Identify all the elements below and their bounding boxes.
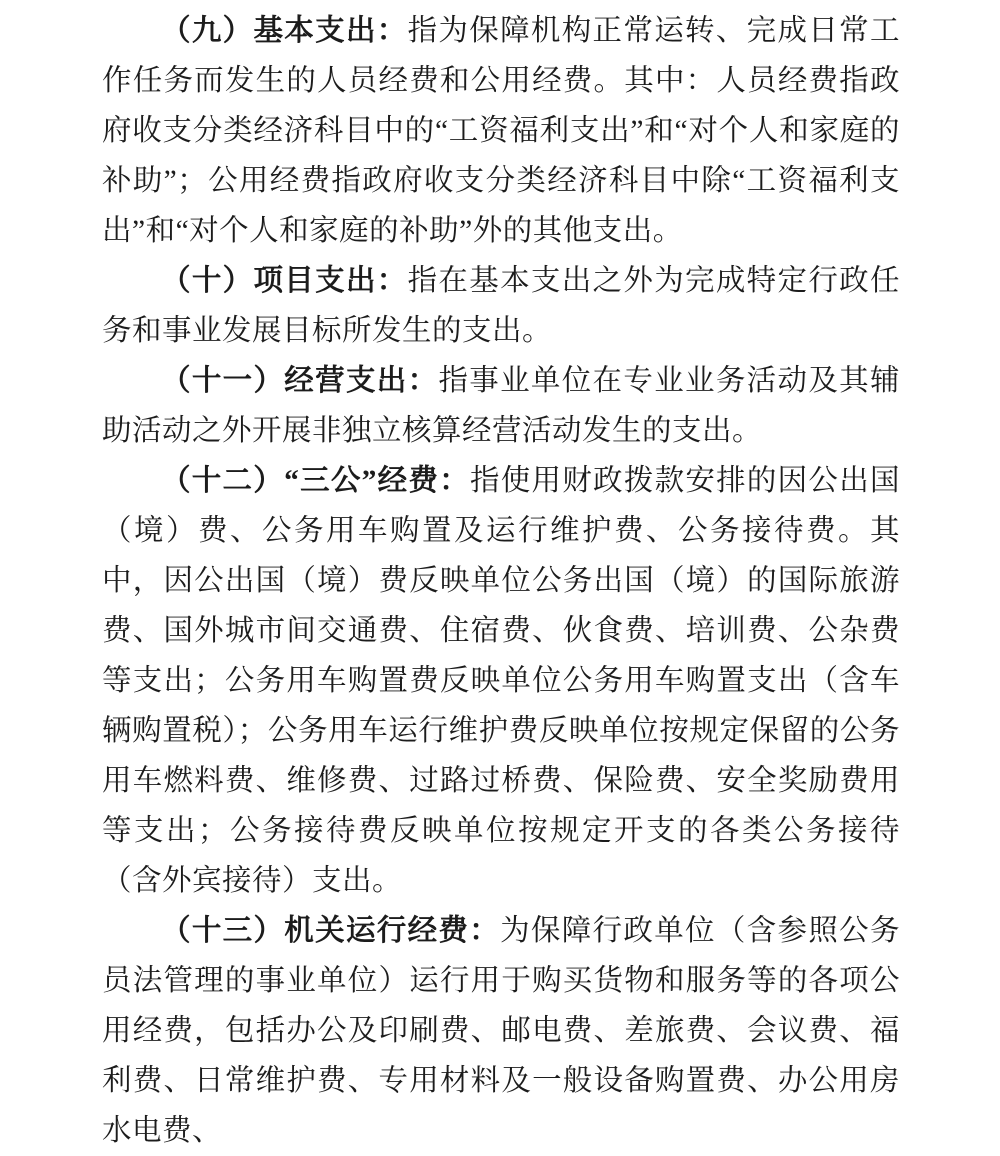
paragraph-heading: （十）项目支出： (161, 265, 408, 297)
paragraph-heading: （十三）机关运行经费： (161, 915, 501, 947)
paragraph-three-public-funds (102, 456, 900, 906)
paragraph-operating-expenditure (102, 356, 900, 456)
paragraph-project-expenditure (102, 256, 900, 356)
paragraph-body: 指在基本支出之外为完成特定行政任务和事业发展目标所发生的支出。 (102, 265, 900, 347)
paragraph-heading: （十二）“三公”经费： (161, 465, 470, 497)
paragraph-agency-operating-funds (102, 906, 900, 1156)
paragraph-body: 指事业单位在专业业务活动及其辅助活动之外开展非独立核算经营活动发生的支出。 (102, 365, 900, 447)
paragraph-basic-expenditure (102, 6, 900, 256)
paragraph-body: 指使用财政拨款安排的因公出国（境）费、公务用车购置及运行维护费、公务接待费。其中，因公出国（境）费反映单位公务出国（境）的国际旅游费、国外城市间交通费、住宿费、伙食费、培训费、公杂费等支出；公务用车购置费反映单位公务用车购置支出（含车辆购置税）；公务用车运行维护费反映单位按规定保留的公务用车燃料费、维修费、过路过桥费、保险费、安全奖励费用等支出；公务接待费反映单位按规定开支的各类公务接待（含外宾接待）支出。 (102, 465, 900, 897)
paragraph-body: 为保障行政单位（含参照公务员法管理的事业单位）运行用于购买货物和服务等的各项公用经费，包括办公及印刷费、邮电费、差旅费、会议费、福利费、日常维护费、专用材料及一般设备购置费、办公用房水电费、 (102, 915, 900, 1147)
paragraph-heading: （十一）经营支出： (161, 365, 439, 397)
paragraph-body: 指为保障机构正常运转、完成日常工作任务而发生的人员经费和公用经费。其中：人员经费指政府收支分类经济科目中的“工资福利支出”和“对个人和家庭的补助”；公用经费指政府收支分类经济科目中除“工资福利支出”和“对个人和家庭的补助”外的其他支出。 (102, 15, 900, 247)
paragraph-heading: （九）基本支出： (161, 15, 408, 47)
